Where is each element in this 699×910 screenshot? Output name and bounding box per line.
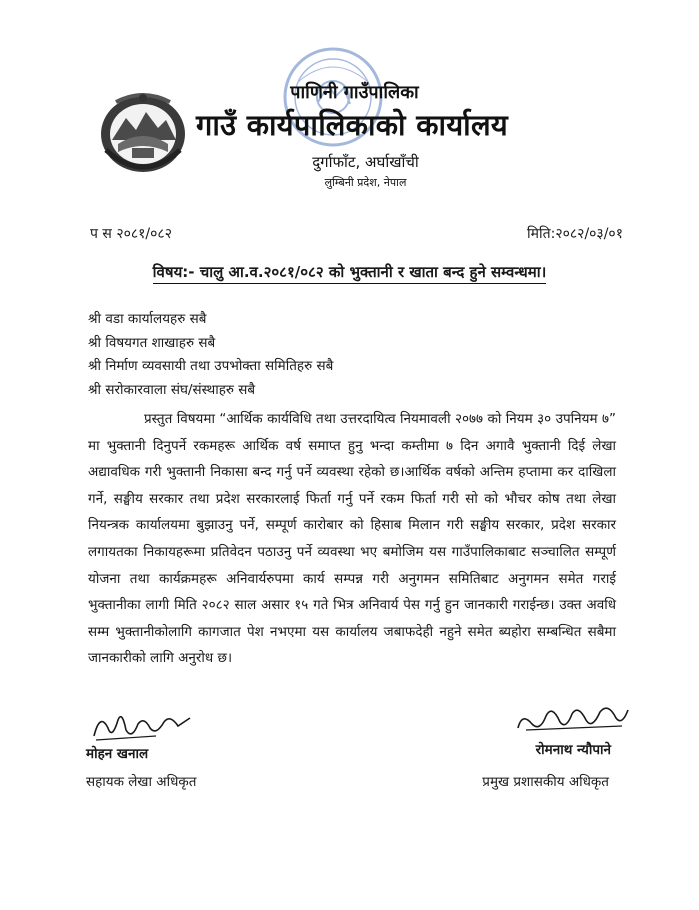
subject-line [0,262,699,282]
signatory-title-left: सहायक लेखा अधिकृत [86,774,197,790]
recipient-list [88,308,333,402]
signatory-name-left: मोहन खनाल [86,746,149,762]
handwritten-signature-icon [512,700,632,740]
subject-text: विषय:- चालु आ.व.२०८१/०८२ को भुक्तानी र खाता बन्द हुने सम्वन्धमा। [153,263,547,284]
letter-date: मिति:२०८२/०३/०१ [527,226,623,242]
reference-number: प स २०८१/०८२ [90,226,172,242]
municipality-name: पाणिनी गाउँपालिका [290,82,419,103]
signatory-title-right: प्रमुख प्रशासकीय अधिकृत [482,774,609,790]
office-address: दुर्गाफाँट, अर्घाखाँची [312,153,419,171]
signatory-name-right: रोमनाथ न्यौपाने [535,742,611,758]
recipient-item: श्री वडा कार्यालयहरु सबै [88,311,207,327]
recipient-item: श्री निर्माण व्यवसायी तथा उपभोक्ता समितिहरु सबै [88,358,334,374]
recipient-item: श्री विषयगत शाखाहरु सबै [88,334,216,351]
province-name: लुम्बिनी प्रदेश, नेपाल [324,176,407,189]
letter-body: प्रस्तुत विषयमा “आर्थिक कार्यविधि तथा उत्तरदायित्व नियमावली २०७७ को नियम ३० उपनियम ७” मा भुक्तानी दिनुपर्ने रकमहरू आर्थिक वर्ष समाप्त हुनु भन्दा कम्तीमा ७ दिन अगावै भुक्तानी दिई लेखा अद्यावधिक गरी भुक्तानी निकासा बन्द गर्नु पर्ने व्यवस्था रहेको छ।आर्थिक वर्षको अन्तिम हप्तामा कर दाखिला गर्ने, सङ्घीय सरकार तथा प्रदेश सरकारलाई फिर्ता गर्नु पर्ने रकम फिर्ता गरी सो को भौचर कोष तथा लेखा नियन्त्रक कार्यालयमा बुझाउनु पर्ने, सम्पूर्ण कारोबार को हिसाब मिलान गरी सङ्घीय सरकार, प्रदेश सरकार लगायतका निकायहरूमा प्रतिवेदन पठाउनु पर्ने व्यवस्था भए बमोजिम यस गाउँपालिकाबाट सञ्चालित सम्पूर्ण योजना तथा कार्यक्रमहरू अनिवार्यरुपमा कार्य सम्पन्न गरी अनुगमन समितिबाट अनुगमन समेत गराई भुक्तानीका लागी मिति २०८२ साल असार १५ गते भित्र अनिवार्य पेस गर्नु हुन जानकारी गराईन्छ। उक्त अवधि सम्म भुक्तानीकोलागि कागजात पेश नभएमा यस कार्यालय जबाफदेही नहुने समेत ब्यहोरा सम्बन्धित सबैमा जानकारीको लागि अनुरोध छ। [88,411,616,667]
office-title: गाउँ कार्यपालिकाको कार्यालय [196,108,509,142]
recipient-item: श्री सरोकारवाला संघ/संस्थाहरु सबै [88,381,256,398]
handwritten-signature-icon [86,706,206,748]
